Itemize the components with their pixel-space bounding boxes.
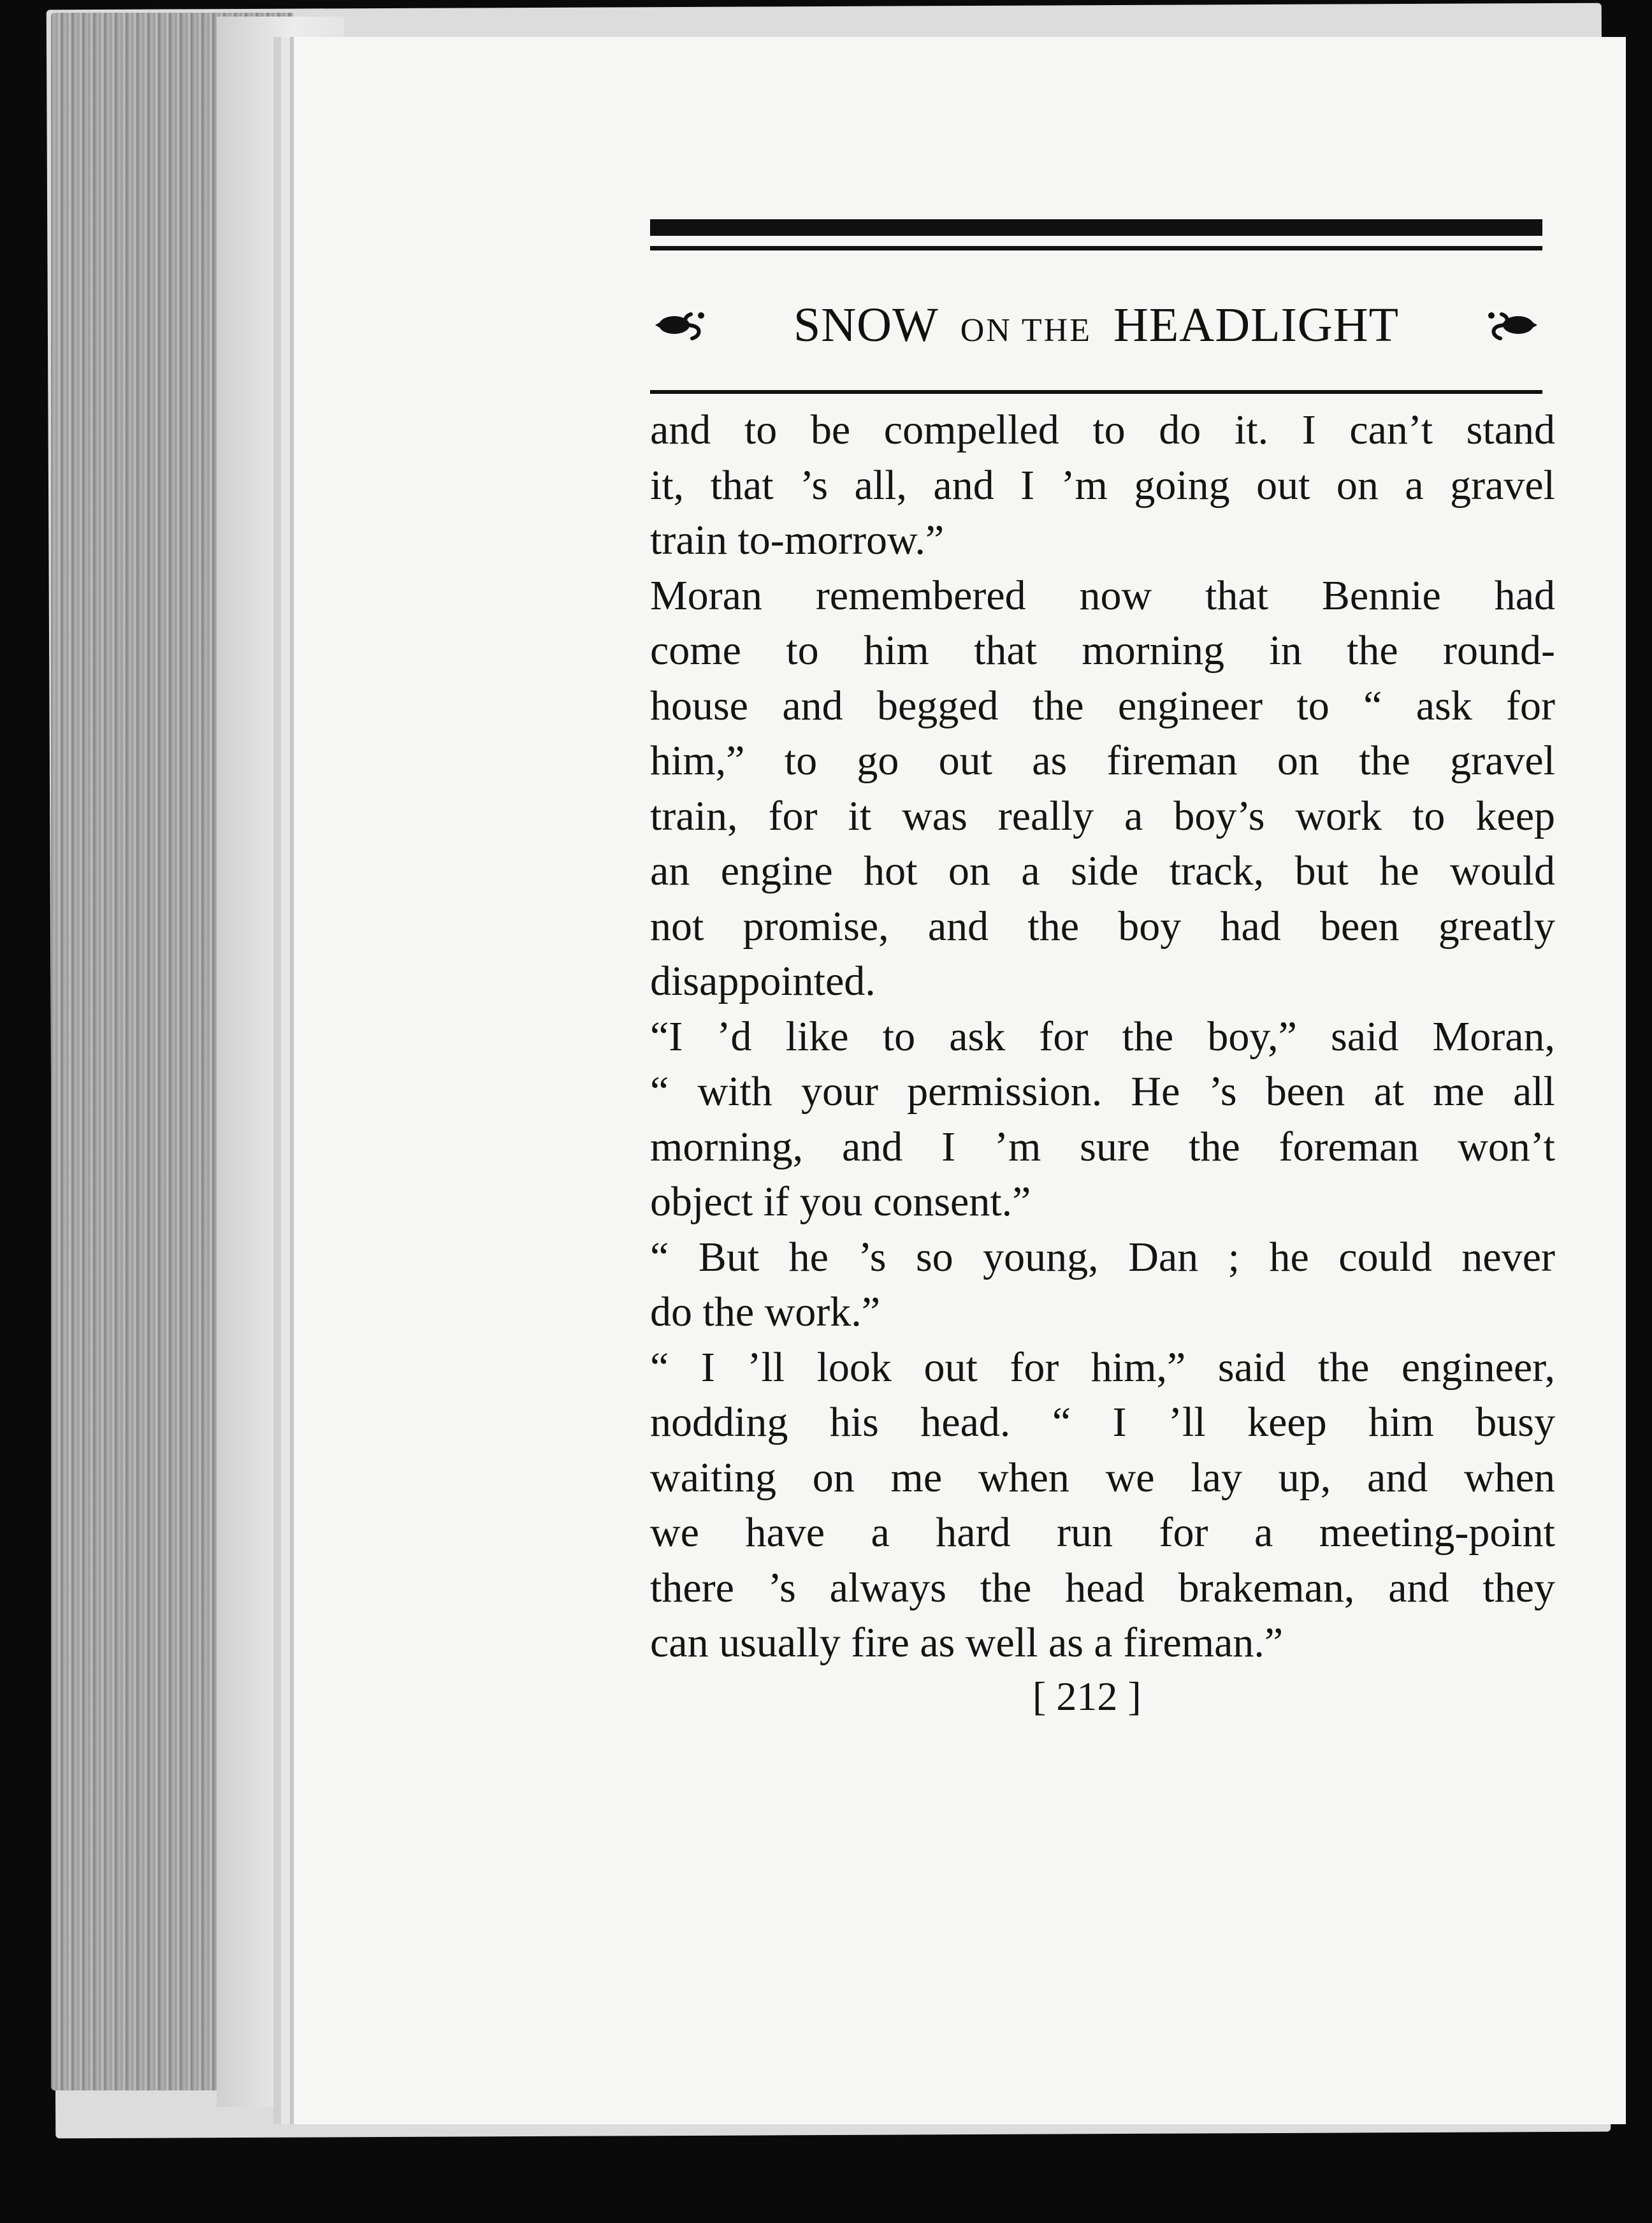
text-line: do the work.”	[650, 1289, 881, 1335]
text-line: train to-morrow.”	[650, 517, 945, 563]
title-word-snow: SNOW	[793, 298, 939, 352]
text-line: nodding his head. “ I ’ll keep him busy	[650, 1399, 1555, 1445]
text-line: can usually fire as well as a fireman.”	[650, 1619, 1284, 1666]
text-line: we have a hard run for a meeting-point	[650, 1509, 1555, 1556]
header-rule-thick	[650, 219, 1542, 236]
text-line: him,” to go out as fireman on the gravel	[650, 737, 1555, 784]
text-line: and to be compelled to do it. I can’t stand	[650, 407, 1555, 453]
text-line: “I ’d like to ask for the boy,” said Moran,	[650, 1013, 1555, 1060]
text-line: waiting on me when we lay up, and when	[650, 1454, 1555, 1501]
page-number: [ 212 ]	[1032, 1674, 1141, 1719]
right-ornament-icon	[1472, 303, 1542, 347]
text-line: not promise, and the boy had been greatly	[650, 902, 1555, 950]
text-line: “ I ’ll look out for him,” said the engineer,	[650, 1343, 1555, 1391]
text-line: morning, and I ’m sure the foreman won’t	[650, 1123, 1555, 1170]
text-line: Moran remembered now that Bennie had	[650, 572, 1555, 619]
title-word-headlight: HEADLIGHT	[1113, 298, 1400, 352]
text-line: train, for it was really a boy’s work to keep	[650, 792, 1555, 839]
header-underline	[650, 390, 1542, 394]
body-text	[650, 403, 1555, 1671]
text-line: it, that ’s all, and I ’m going out on a gravel	[650, 461, 1555, 509]
text-line: there ’s always the head brakeman, and they	[650, 1564, 1555, 1611]
running-title	[793, 298, 1399, 353]
text-line: object if you consent.”	[650, 1178, 1031, 1225]
title-words-on-the: ON THE	[960, 312, 1092, 349]
text-line: an engine hot on a side track, but he would	[650, 848, 1555, 894]
header-rule-thin	[650, 246, 1542, 250]
text-line: “ But he ’s so young, Dan ; he could never	[650, 1233, 1555, 1280]
text-line: house and begged the engineer to “ ask for	[650, 682, 1555, 729]
text-line: come to him that morning in the round-	[650, 627, 1555, 674]
running-header	[650, 290, 1542, 360]
left-ornament-icon	[650, 303, 720, 347]
text-line: “ with your permission. He ’s been at me all	[650, 1068, 1555, 1115]
text-line: disappointed.	[650, 958, 876, 1004]
